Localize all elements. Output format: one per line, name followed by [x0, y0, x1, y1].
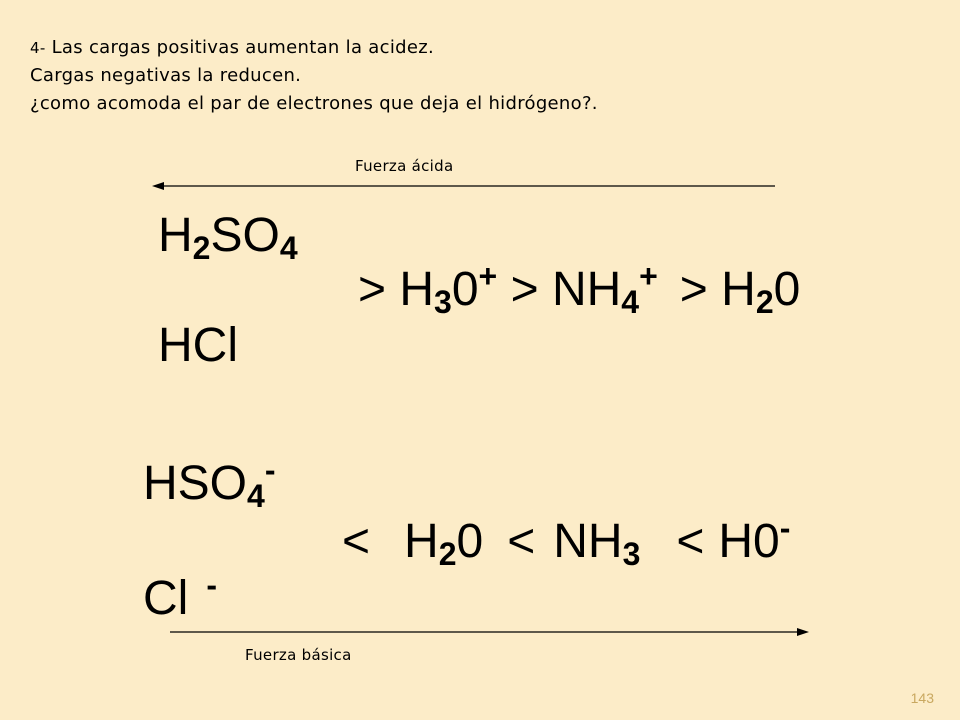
acid-strength-label: Fuerza ácida — [355, 157, 454, 175]
item-number: 4- — [30, 39, 46, 57]
formula-hso4-minus: $HSO_4^-$ — [143, 452, 276, 514]
intro-line-2: Cargas negativas la reducen. — [30, 65, 302, 86]
base-series: < $H_20 < NH_3 < H0^-$ — [342, 510, 791, 572]
intro-line-3: ¿como acomoda el par de electrones que deja el hidrógeno?. — [30, 93, 598, 114]
intro-text — [30, 34, 598, 118]
page-number: 143 — [910, 690, 934, 706]
formula-h2so4: $H_2SO_4$ — [158, 209, 298, 266]
formula-hcl: HCl — [158, 319, 238, 372]
acid-series: > $H_30^+ > NH_4^+ > H_20$ — [358, 258, 801, 320]
right-arrow-icon — [168, 624, 813, 640]
base-strength-label: Fuerza básica — [245, 646, 352, 664]
intro-line-1: 4- Las cargas positivas aumentan la acidez. — [30, 37, 434, 58]
formula-cl-minus: Cl - — [143, 567, 217, 625]
left-arrow-icon — [150, 178, 780, 194]
